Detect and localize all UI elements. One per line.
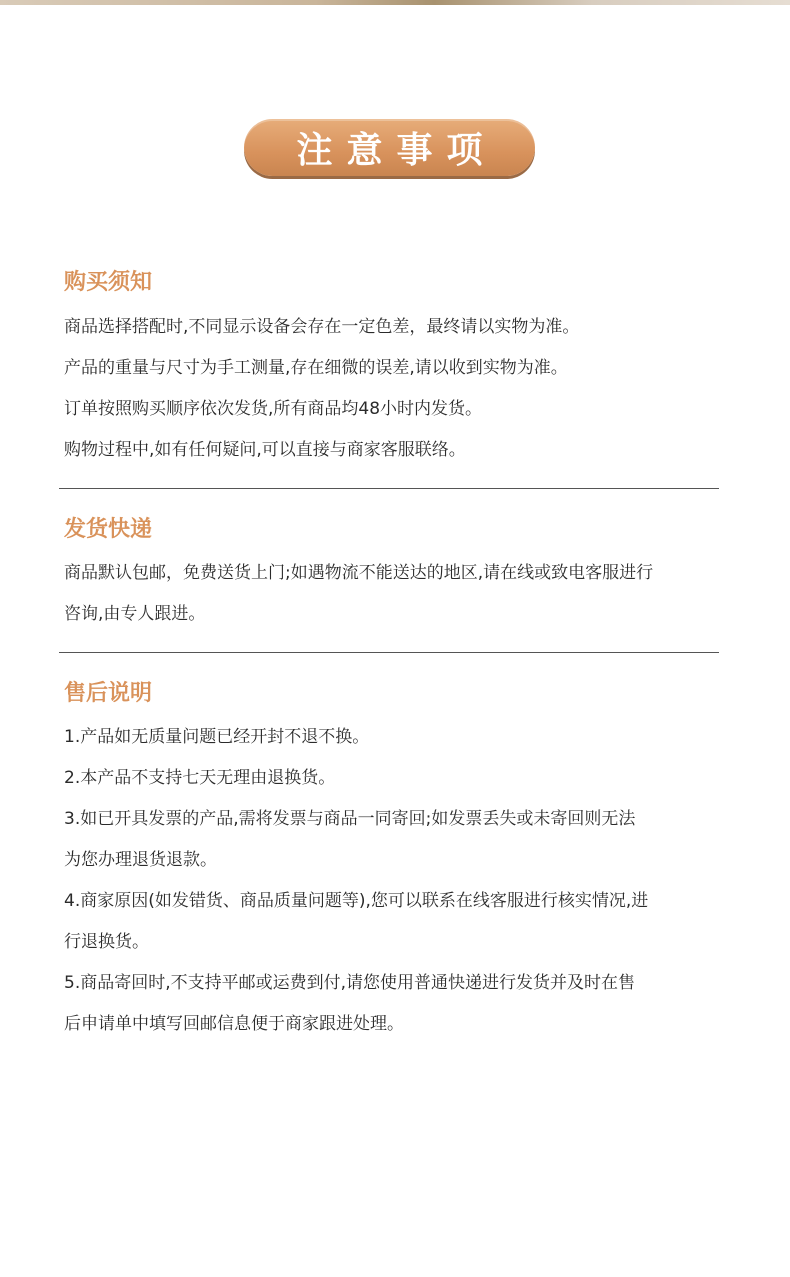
notice-line: 商品默认包邮，免费送货上门;如遇物流不能送达的地区,请在线或致电客服进行 — [64, 563, 654, 583]
notice-line: 为您办理退货退款。 — [64, 850, 217, 870]
section-shipping — [64, 515, 724, 635]
section-after-sales — [64, 679, 724, 1045]
notice-line: 4.商家原因(如发错货、商品质量问题等),您可以联系在线客服进行核实情况,进 — [64, 891, 649, 911]
notice-line: 5.商品寄回时,不支持平邮或运费到付,请您使用普通快递进行发货并及时在售 — [64, 973, 636, 993]
notice-line: 行退换货。 — [64, 932, 149, 952]
notice-line: 订单按照购买顺序依次发货,所有商品均48小时内发货。 — [64, 399, 483, 419]
page-title: 注意事项 — [296, 130, 497, 171]
title-badge — [244, 119, 535, 176]
notice-line: 商品选择搭配时,不同显示设备会存在一定色差，最终请以实物为准。 — [64, 317, 580, 337]
notice-line: 1.产品如无质量问题已经开封不退不换。 — [64, 727, 370, 747]
section-purchase-notice — [64, 268, 724, 471]
notice-line: 后申请单中填写回邮信息便于商家跟进处理。 — [64, 1014, 404, 1034]
section-heading: 售后说明 — [64, 681, 153, 706]
section-heading: 购买须知 — [64, 270, 153, 295]
top-decor-strip — [0, 0, 790, 5]
notice-line: 2.本产品不支持七天无理由退换货。 — [64, 768, 336, 788]
section-divider — [59, 488, 719, 489]
notice-line: 购物过程中,如有任何疑问,可以直接与商家客服联络。 — [64, 440, 466, 460]
notice-line: 咨询,由专人跟进。 — [64, 604, 206, 624]
notice-line: 3.如已开具发票的产品,需将发票与商品一同寄回;如发票丢失或未寄回则无法 — [64, 809, 636, 829]
section-divider — [59, 652, 719, 653]
section-heading: 发货快递 — [64, 517, 153, 542]
notice-line: 产品的重量与尺寸为手工测量,存在细微的误差,请以收到实物为准。 — [64, 358, 568, 378]
